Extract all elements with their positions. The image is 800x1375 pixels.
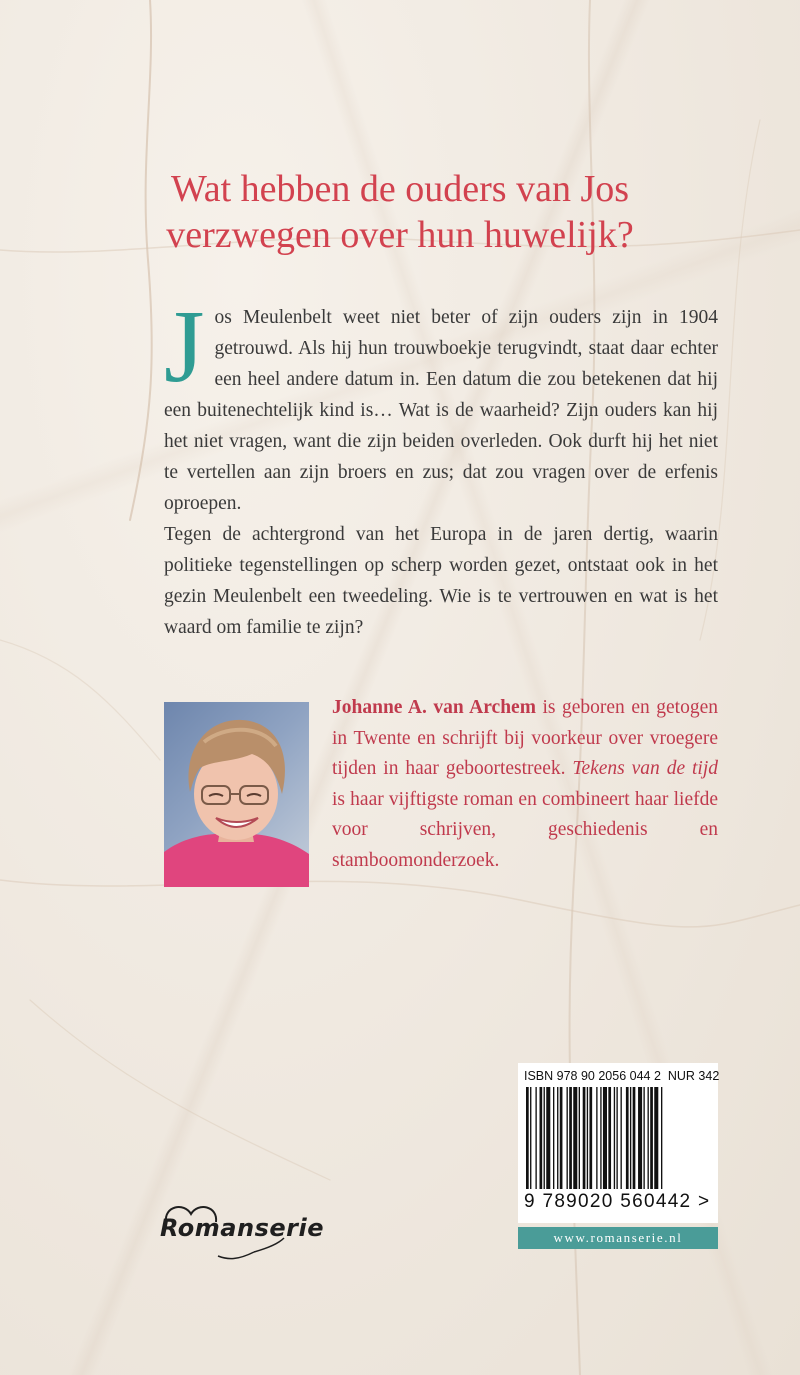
barcode-bar	[638, 1087, 642, 1189]
author-bio-text-1: is geboren en getogen in Twente en schrijft bij voorkeur over vroegere tijden in haar geboortestreek.	[332, 697, 718, 779]
barcode-bar	[589, 1087, 592, 1189]
barcode-bar	[614, 1087, 615, 1189]
barcode-bar	[526, 1087, 529, 1189]
author-bio-text-2: is haar vijftigste roman en combineert haar liefde voor schrijven, geschiedenis en stamboomonderzoek.	[332, 788, 718, 871]
synopsis-paragraph-1	[164, 289, 718, 519]
barcode-bar	[546, 1087, 550, 1189]
barcode-bar	[626, 1087, 629, 1189]
barcode-panel	[518, 1063, 718, 1223]
barcode-bar	[560, 1087, 563, 1189]
barcode-bar	[608, 1087, 611, 1189]
headline-line-1: Wat hebben de ouders van Jos	[170, 168, 630, 210]
barcode-bar	[633, 1087, 636, 1189]
barcode-bar	[596, 1087, 597, 1189]
logo-text: Romanserie	[160, 1214, 324, 1242]
barcode-bar	[557, 1087, 558, 1189]
barcode-bars	[524, 1087, 712, 1189]
synopsis-paragraph-1-text: os Meulenbelt weet niet beter of zijn ouders zijn in 1904 getrouwd. Als hij hun trouwboekje terugvindt, staat daar echter een heel andere datum in. Een datum die zou betekenen dat hij een buitenechtelijk kind is… Wat is de waarheid? Zijn ouders kan hij het niet vragen, want die zijn beiden overleden. Ook durft hij het niet te vertellen aan zijn broers en zus; dat zou vragen over de erfenis oproepen.	[164, 307, 718, 514]
barcode-bar	[530, 1087, 531, 1189]
barcode-bar	[567, 1087, 568, 1189]
barcode-bar	[661, 1087, 662, 1189]
barcode-bar	[643, 1087, 644, 1189]
barcode-bar	[630, 1087, 631, 1189]
romanserie-logo	[158, 1200, 338, 1262]
author-name: Johanne A. van Archem	[332, 697, 536, 718]
nur-label: NUR 342	[667, 1069, 720, 1083]
publisher-url[interactable]: www.romanserie.nl	[518, 1227, 718, 1249]
barcode-bar	[648, 1087, 649, 1189]
barcode-bar	[650, 1087, 653, 1189]
headline	[0, 166, 800, 258]
barcode-bar	[583, 1087, 586, 1189]
synopsis	[164, 289, 718, 643]
barcode-bar	[616, 1087, 617, 1189]
author-bio	[332, 693, 718, 876]
barcode-bar	[654, 1087, 658, 1189]
isbn-line	[524, 1069, 720, 1083]
barcode-bar	[587, 1087, 588, 1189]
barcode-bar	[553, 1087, 554, 1189]
barcode-digits: 9 789020 560442 >	[524, 1191, 711, 1212]
synopsis-paragraph-2: Tegen de achtergrond van het Europa in de jaren dertig, waarin politieke tegenstellingen op scherp worden gezet, ontstaat ook in het gezin Meulenbelt een tweedeling. Wie is te vertrouwen en wat is het waard om familie te zijn?	[164, 524, 718, 638]
barcode-bar	[603, 1087, 607, 1189]
headline-line-2: verzwegen over hun huwelijk?	[166, 214, 634, 256]
barcode-bar	[544, 1087, 545, 1189]
barcode-bar	[579, 1087, 580, 1189]
dropcap-letter: J	[164, 289, 205, 404]
barcode-bar	[600, 1087, 601, 1189]
author-photo	[164, 702, 309, 887]
barcode-bar	[573, 1087, 577, 1189]
author-portrait-illustration	[164, 702, 309, 887]
barcode-bar	[621, 1087, 622, 1189]
barcode-bar	[540, 1087, 543, 1189]
book-title: Tekens van de tijd	[572, 758, 719, 779]
barcode-bar	[569, 1087, 572, 1189]
barcode-bar	[535, 1087, 536, 1189]
isbn-label: ISBN 978 90 2056 044 2	[524, 1069, 661, 1083]
